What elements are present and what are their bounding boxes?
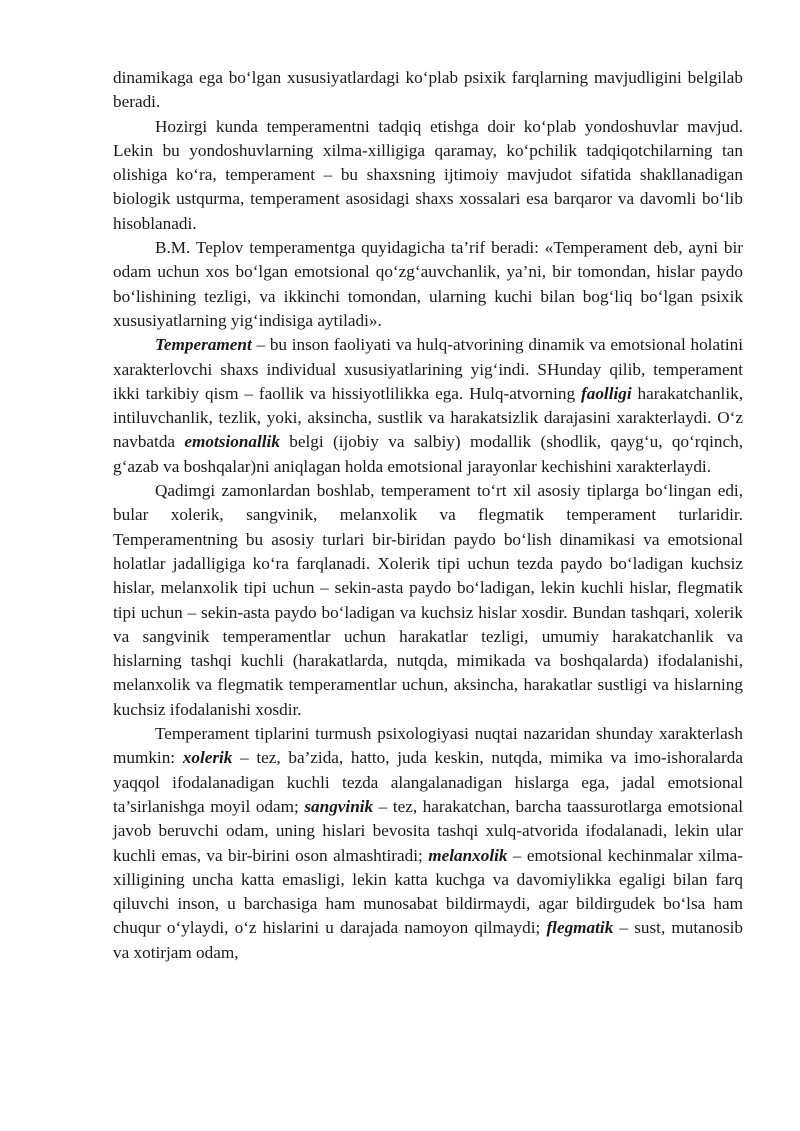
term-flegmatik: flegmatik: [546, 918, 614, 938]
paragraph-1: [113, 66, 743, 115]
term-emotsionallik: emotsionallik: [184, 432, 280, 452]
paragraph-text: belgi (ijobiy va salbiy) modallik (shodlik, qayg‘u, qo‘rqinch, g‘azab va boshqalar)ni aniqlagan holda emotsional jarayonlar kechishini xarakterlaydi.: [113, 432, 743, 476]
term-temperament: Temperament: [155, 335, 252, 355]
paragraph-5: [113, 479, 743, 722]
term-faolligi: faolligi: [581, 383, 632, 403]
paragraph-2: [113, 115, 743, 236]
paragraph-text: Temperament tiplarini turmush psixologiyasi nuqtai nazaridan shunday xarakterlash mumkin:: [113, 724, 743, 768]
paragraph-text: dinamikaga ega bo‘lgan xususiyatlardagi ko‘plab psixik farqlarning mavjudligini belgilab beradi.: [113, 68, 743, 112]
paragraph-4: [113, 333, 743, 479]
paragraph-text: B.M. Teplov temperamentga quyidagicha ta’rif beradi: «Temperament deb, ayni bir odam uchun xos bo‘lgan emotsional qo‘zg‘auvchanlik, ya’ni, bir tomondan, hislar paydo bo‘lishining tezligi, va ikkinchi tomondan, ularning kuchi bilan bog‘liq bo‘lgan psixik xususiyatlarning yig‘indisiga aytiladi».: [113, 238, 743, 330]
paragraph-3: [113, 236, 743, 333]
term-melanxolik: melanxolik: [428, 845, 508, 865]
paragraph-text: – sust, mutanosib va xotirjam odam,: [113, 918, 744, 962]
paragraph-text: Hozirgi kunda temperamentni tadqiq etishga doir ko‘plab yondoshuvlar mavjud. Lekin bu yondoshuvlarning xilma-xilligiga qaramay, ko‘pchilik tadqiqotchilarning tan olishiga ko‘ra, temperament – bu shaxsning ijtimoiy mavjudot sifatida shakllanadigan biologik ustqurma, temperament asosidagi shaxs xossalari esa barqaror va davomli bo‘lib hisoblanadi.: [113, 116, 743, 233]
paragraph-text: Qadimgi zamonlardan boshlab, temperament to‘rt xil asosiy tiplarga bo‘lingan edi, bular xolerik, sangvinik, melanxolik va flegmatik temperament turlaridir. Temperamentning bu asosiy turlari bir-biridan paydo bo‘lish dinamikasi va emotsional holatlar jadalligiga ko‘ra farqlanadi. Xolerik tipi uchun tezda paydo bo‘ladigan kuchsiz hislar, melanxolik tipi uchun – sekin-asta paydo bo‘ladigan, lekin kuchli hislar, flegmatik tipi uchun – sekin-asta paydo bo‘ladigan va kuchsiz hislar xosdir. Bundan tashqari, xolerik va sangvinik temperamentlar uchun harakatlar tezligi, umumiy harakatchanlik va hislarning tashqi kuchli (harakatlarda, nutqda, mimikada va boshqalarda) ifodalanishi, melanxolik va flegmatik temperamentlar uchun, aksincha, harakatlar sustligi va hislarning kuchsiz ifodalanishi xosdir.: [113, 481, 743, 719]
term-sangvinik: sangvinik: [304, 796, 374, 816]
paragraph-text: harakatchanlik, intiluvchanlik, tezlik, yoki, aksincha, sustlik va harakatsizlik darajasini xarakterlaydi. O‘z navbatda: [113, 383, 743, 452]
term-xolerik: xolerik: [182, 748, 233, 768]
paragraph-text: – emotsional kechinmalar xilma-xilligining uncha katta emasligi, lekin katta kuchga va davomiylikka egaligi bilan farq qiluvchi inson, u barchasiga ham munosabat bildirmaydi, agar bildirgudek bo‘lsa ham chuqur o‘ylaydi, o‘z hislarini u darajada namoyon qilmaydi;: [113, 845, 743, 938]
paragraph-text: – bu inson faoliyati va hulq-atvorining dinamik va emotsional holatini xarakterlovchi shaxs individual xususiyatlarining yig‘indi. SHunday qilib, temperament ikki tarkibiy qism – faollik va hissiyotlilikka ega. Hulq-atvorning: [113, 335, 743, 403]
paragraph-text: – tez, ba’zida, hatto, juda keskin, nutqda, mimika va imo-ishoralarda yaqqol ifodalanadigan kuchli tezda alangalanadigan hislarga ega, jadal emotsional ta’sirlanishga moyil odam;: [113, 748, 743, 816]
document-page: [113, 66, 743, 965]
paragraph-6: [113, 722, 743, 965]
paragraph-text: – tez, harakatchan, barcha taassurotlarga emotsional javob beruvchi odam, uning hislari bevosita tashqi xulq-atvorida ifodalanadi, lekin ular kuchli emas, va bir-birini oson almashtiradi;: [113, 796, 744, 865]
